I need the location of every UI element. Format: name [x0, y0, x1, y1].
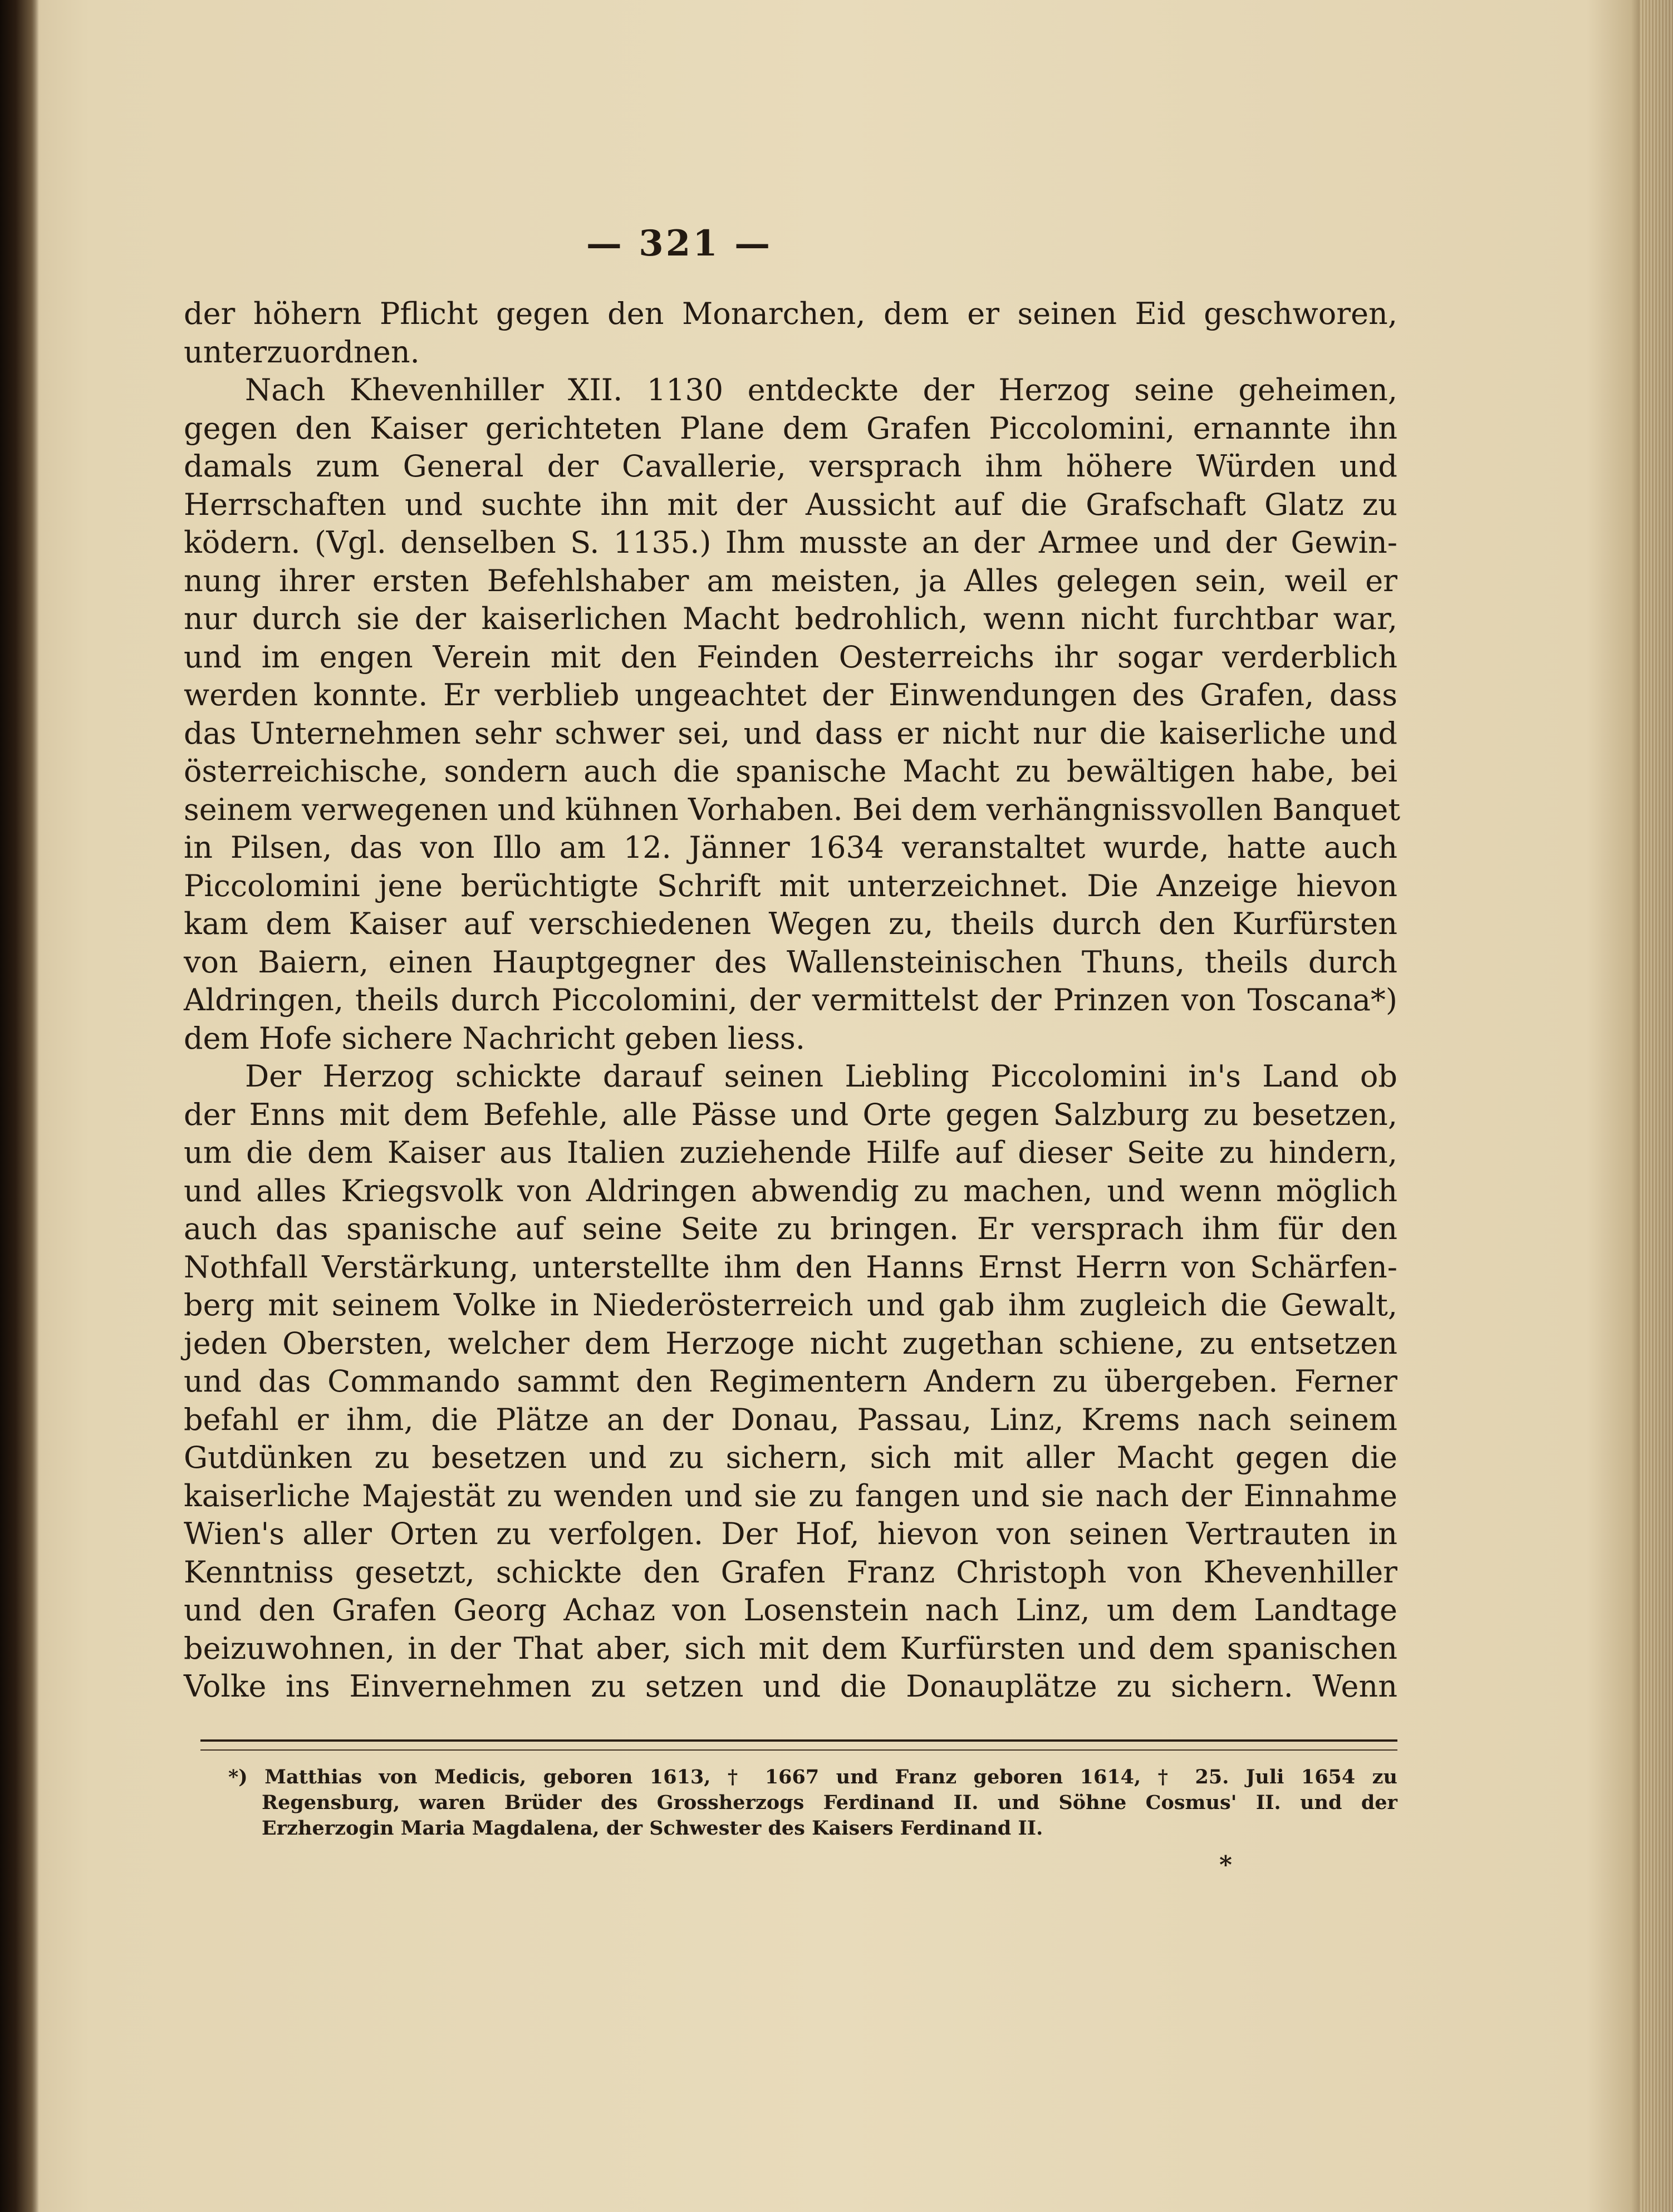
text-line: Wien's aller Orten zu verfolgen. Der Hof, hievon von seinen Vertrauten in: [184, 1516, 1397, 1551]
text-line: um die dem Kaiser aus Italien zuziehende Hilfe auf dieser Seite zu hindern,: [184, 1135, 1397, 1170]
rule-line: [200, 1739, 1397, 1742]
text-line: Piccolomini jene berüchtigte Schrift mit unterzeichnet. Die Anzeige hievon: [184, 868, 1397, 903]
text-line: seinem verwegenen und kühnen Vorhaben. Bei dem verhängnissvollen Banquet: [184, 792, 1401, 827]
text-line: kaiserliche Majestät zu wenden und sie zu fangen und sie nach der Einnahme: [184, 1478, 1397, 1513]
text-line: Nach Khevenhiller XII. 1130 entdeckte der Herzog seine geheimen,: [245, 372, 1397, 407]
footnote-line: Erzherzogin Maria Magdalena, der Schwester des Kaisers Ferdinand II.: [262, 1817, 1043, 1840]
text-line: unterzuordnen.: [184, 334, 420, 370]
body-text: [184, 295, 1401, 1706]
text-line: Kenntniss gesetzt, schickte den Grafen Franz Christoph von Khevenhiller: [184, 1554, 1397, 1590]
text-line: und das Commando sammt den Regimentern Andern zu übergeben. Ferner: [184, 1364, 1397, 1399]
text-line: auch das spanische auf seine Seite zu bringen. Er versprach ihm für den: [184, 1211, 1397, 1246]
text-line: Der Herzog schickte darauf seinen Liebling Piccolomini in's Land ob: [245, 1059, 1397, 1094]
text-line: und im engen Verein mit den Feinden Oesterreichs ihr sogar verderblich: [184, 639, 1397, 675]
text-line: Volke ins Einvernehmen zu setzen und die Donauplätze zu sichern. Wenn: [184, 1669, 1397, 1704]
text-line: Gutdünken zu besetzen und zu sichern, sich mit aller Macht gegen die: [184, 1440, 1397, 1475]
text-line: österreichische, sondern auch die spanische Macht zu bewältigen habe, bei: [184, 754, 1397, 789]
text-line: von Baiern, einen Hauptgegner des Wallensteinischen Thuns, theils durch: [184, 944, 1397, 980]
text-line: in Pilsen, das von Illo am 12. Jänner 1634 veranstaltet wurde, hatte auch: [184, 830, 1397, 865]
text-line: der Enns mit dem Befehle, alle Pässe und Orte gegen Salzburg zu besetzen,: [184, 1097, 1397, 1132]
text-line: das Unternehmen sehr schwer sei, und dass er nicht nur die kaiserliche und: [184, 715, 1397, 751]
text-line: nung ihrer ersten Befehlshaber am meisten, ja Alles gelegen sein, weil er: [184, 563, 1397, 598]
text-line: gegen den Kaiser gerichteten Plane dem Grafen Piccolomini, ernannte ihn: [184, 410, 1397, 446]
text-line: und alles Kriegsvolk von Aldringen abwendig zu machen, und wenn möglich: [184, 1173, 1397, 1208]
text-line: dem Hofe sichere Nachricht geben liess.: [184, 1020, 806, 1056]
text-line: damals zum General der Cavallerie, versprach ihm höhere Würden und: [184, 449, 1397, 484]
book-spine-shadow: [0, 0, 39, 2212]
text-line: werden konnte. Er verblieb ungeachtet der Einwendungen des Grafen, dass: [184, 677, 1397, 712]
text-line: Herrschaften und suchte ihn mit der Aussicht auf die Grafschaft Glatz zu: [184, 486, 1397, 522]
text-line: Nothfall Verstärkung, unterstellte ihm den Hanns Ernst Herrn von Schärfen-: [184, 1249, 1397, 1285]
text-line: nur durch sie der kaiserlichen Macht bedrohlich, wenn nicht furchtbar war,: [184, 601, 1397, 636]
page-number: — 321 —: [586, 223, 773, 264]
text-line: berg mit seinem Volke in Niederösterreich und gab ihm zugleich die Gewalt,: [184, 1287, 1397, 1323]
text-line: und den Grafen Georg Achaz von Losenstein nach Linz, um dem Landtage: [184, 1592, 1397, 1628]
footnote: [228, 1764, 1397, 1841]
rule-line: [200, 1749, 1397, 1751]
footnote-line: *) Matthias von Medicis, geboren 1613, † 1667 und Franz geboren 1614, † 25. Juli 1654 zu: [228, 1766, 1397, 1788]
text-line: der höhern Pflicht gegen den Monarchen, dem er seinen Eid geschworen,: [184, 296, 1397, 331]
text-line: ködern. (Vgl. denselben S. 1135.) Ihm musste an der Armee und der Gewin-: [184, 525, 1397, 560]
text-line: beizuwohnen, in der That aber, sich mit dem Kurfürsten und dem spanischen: [184, 1630, 1397, 1666]
text-line: Aldringen, theils durch Piccolomini, der vermittelst der Prinzen von Toscana*): [184, 982, 1397, 1017]
footnote-line: Regensburg, waren Brüder des Grossherzogs Ferdinand II. und Söhne Cosmus' II. und der: [262, 1791, 1397, 1814]
text-line: kam dem Kaiser auf verschiedenen Wegen zu, theils durch den Kurfürsten: [184, 906, 1397, 941]
page-stack-edge: [1640, 0, 1673, 2212]
text-line: befahl er ihm, die Plätze an der Donau, Passau, Linz, Krems nach seinem: [184, 1402, 1397, 1437]
signature-mark: *: [1219, 1851, 1233, 1879]
text-line: jeden Obersten, welcher dem Herzoge nicht zugethan schiene, zu entsetzen: [184, 1325, 1397, 1361]
footnote-separator: [200, 1739, 1397, 1758]
